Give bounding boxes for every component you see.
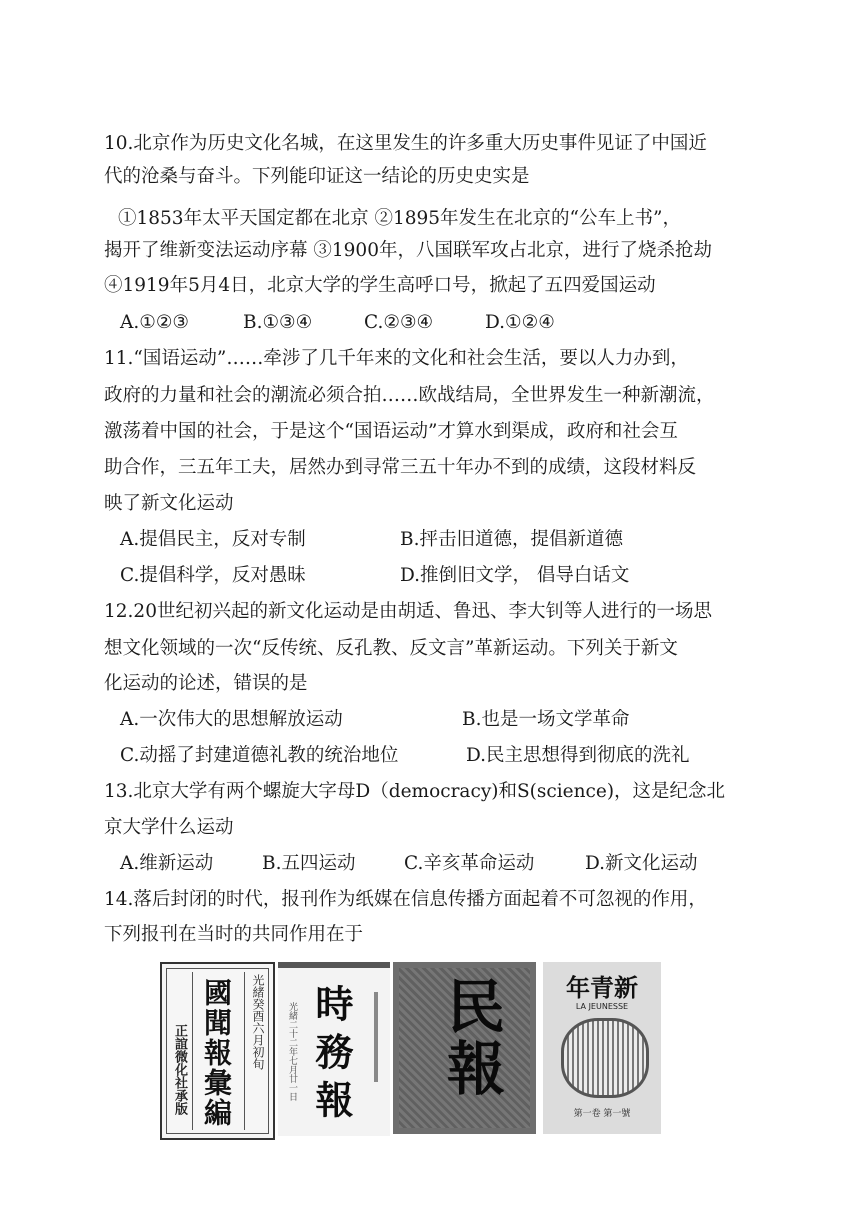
newspaper-minbao bbox=[393, 962, 536, 1134]
q11-option-b: B.抨击旧道德，提倡新道德 bbox=[400, 529, 623, 550]
q12-option-b: B.也是一场文学革命 bbox=[462, 709, 630, 730]
q14-stem-line-2: 下列报刊在当时的共同作用在于 bbox=[104, 924, 364, 945]
newspaper-guowenbao bbox=[160, 962, 275, 1140]
newspaper-images bbox=[160, 962, 680, 1142]
q13-option-a: A.维新运动 bbox=[120, 853, 214, 874]
xinqingnian-cover-illustration bbox=[561, 1018, 649, 1098]
q13-option-c: C.辛亥革命运动 bbox=[404, 853, 535, 874]
q11-option-a: A.提倡民主，反对专制 bbox=[120, 529, 306, 550]
q11-stem-line-3: 激荡着中国的社会，于是这个“国语运动”才算水到渠成，政府和社会互 bbox=[104, 421, 678, 442]
minbao-title: 民報 bbox=[437, 976, 505, 1100]
q12-stem-line-3: 化运动的论述，错误的是 bbox=[104, 673, 308, 694]
q14-stem-line-1: 14.落后封闭的时代，报刊作为纸媒在信息传播方面起着不可忽视的作用， bbox=[104, 889, 707, 910]
newspaper-shiwubao bbox=[278, 962, 390, 1136]
q10-option-a: A.①②③ bbox=[120, 312, 189, 333]
q12-stem-line-2: 想文化领域的一次“反传统、反孔教、反文言”革新运动。下列关于新文 bbox=[104, 638, 678, 659]
q12-stem-line-1: 12.20世纪初兴起的新文化运动是由胡适、鲁迅、李大钊等人进行的一场思 bbox=[104, 601, 712, 622]
q10-item-line-2: 揭开了维新变法运动序幕 ③1900年，八国联军攻占北京，进行了烧杀抢劫 bbox=[104, 240, 712, 261]
q11-stem-line-5: 映了新文化运动 bbox=[104, 493, 234, 514]
q10-stem-line-1: 10.北京作为历史文化名城，在这里发生的许多重大历史事件见证了中国近 bbox=[104, 133, 707, 154]
q10-option-b: B.①③④ bbox=[243, 312, 313, 333]
q10-item-line-3: ④1919年5月4日，北京大学的学生高呼口号，掀起了五四爱国运动 bbox=[104, 275, 656, 296]
q10-stem-line-2: 代的沧桑与奋斗。下列能印证这一结论的历史史实是 bbox=[104, 166, 530, 187]
guowenbao-publisher: 正誼微化社承版 bbox=[172, 1024, 187, 1115]
xinqingnian-footer: 第一卷 第一號 bbox=[573, 1109, 631, 1119]
q10-option-c: C.②③④ bbox=[364, 312, 434, 333]
xinqingnian-title: 新青年 bbox=[566, 973, 638, 1002]
q10-option-d: D.①②④ bbox=[485, 312, 555, 333]
q12-option-c: C.动摇了封建道德礼教的统治地位 bbox=[120, 745, 399, 766]
q13-option-b: B.五四运动 bbox=[262, 853, 356, 874]
shiwubao-date: 光緒二十二年七月廿一日 bbox=[287, 1002, 297, 1101]
q11-stem-line-1: 11.“国语运动”……牵涉了几千年来的文化和社会生活，要以人力办到， bbox=[104, 348, 689, 369]
q10-item-line-1: ①1853年太平天国定都在北京 ②1895年发生在北京的“公车上书”， bbox=[118, 208, 681, 229]
q11-option-c: C.提倡科学，反对愚昧 bbox=[120, 565, 306, 586]
q11-stem-line-4: 助合作，三五年工夫，居然办到寻常三五十年办不到的成绩，这段材料反 bbox=[104, 457, 697, 478]
q13-option-d: D.新文化运动 bbox=[585, 853, 698, 874]
xinqingnian-subtitle: LA JEUNESSE bbox=[575, 1002, 629, 1011]
newspaper-xinqingnian bbox=[543, 962, 661, 1134]
guowenbao-title: 國聞報彙編 bbox=[200, 978, 233, 1128]
guowenbao-date: 光緒癸酉六月初旬 bbox=[251, 974, 265, 1070]
shiwubao-title: 時務報 bbox=[309, 984, 354, 1128]
q13-stem-line-2: 京大学什么运动 bbox=[104, 817, 234, 838]
q11-option-d: D.推倒旧文学， 倡导白话文 bbox=[400, 565, 630, 586]
q13-stem-line-1: 13.北京大学有两个螺旋大字母D（democracy)和S(science)，这是纪念北 bbox=[104, 781, 726, 802]
q11-stem-line-2: 政府的力量和社会的潮流必须合拍……欧战结局，全世界发生一种新潮流， bbox=[104, 385, 715, 406]
q12-option-a: A.一次伟大的思想解放运动 bbox=[120, 709, 343, 730]
q12-option-d: D.民主思想得到彻底的洗礼 bbox=[466, 745, 690, 766]
